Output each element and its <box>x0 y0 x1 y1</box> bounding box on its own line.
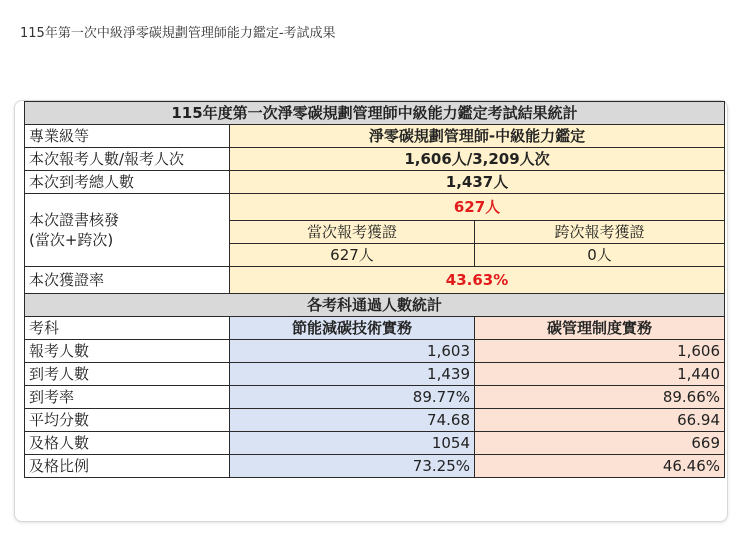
stat-label: 到考人數 <box>25 363 230 386</box>
stat-label: 平均分數 <box>25 409 230 432</box>
table-title-row <box>25 102 725 125</box>
stat-label: 及格比例 <box>25 455 230 478</box>
attended-row <box>25 171 725 194</box>
page-title: 115年第一次中級淨零碳規劃管理師能力鑑定-考試成果 <box>20 26 336 41</box>
table-row <box>25 409 725 432</box>
cert-cross-value: 0人 <box>475 244 725 267</box>
table-row <box>25 432 725 455</box>
category-label: 專業級等 <box>25 125 230 148</box>
subject-1-value: 1054 <box>230 432 475 455</box>
subject-1-value: 1,439 <box>230 363 475 386</box>
cert-label <box>25 194 230 267</box>
table-row <box>25 386 725 409</box>
subject-1-value: 74.68 <box>230 409 475 432</box>
table-row <box>25 455 725 478</box>
attended-value: 1,437人 <box>230 171 725 194</box>
subject-1-header: 節能減碳技術實務 <box>230 317 475 340</box>
category-row <box>25 125 725 148</box>
subject-section-title-row <box>25 294 725 317</box>
subject-1-value: 89.77% <box>230 386 475 409</box>
subject-2-value: 46.46% <box>475 455 725 478</box>
cert-label-line2: (當次+跨次) <box>29 231 114 249</box>
subject-section-title: 各考科通過人數統計 <box>25 294 725 317</box>
attended-label: 本次到考總人數 <box>25 171 230 194</box>
registered-row <box>25 148 725 171</box>
subject-1-value: 73.25% <box>230 455 475 478</box>
stat-label: 到考率 <box>25 386 230 409</box>
table-row <box>25 340 725 363</box>
subject-2-value: 669 <box>475 432 725 455</box>
subject-header-row <box>25 317 725 340</box>
results-table <box>24 101 725 478</box>
subject-2-value: 1,606 <box>475 340 725 363</box>
rate-label: 本次獲證率 <box>25 267 230 294</box>
subject-2-value: 66.94 <box>475 409 725 432</box>
subject-2-header: 碳管理制度實務 <box>475 317 725 340</box>
cert-current-value: 627人 <box>230 244 475 267</box>
stat-label: 報考人數 <box>25 340 230 363</box>
cert-row <box>25 194 725 221</box>
cert-current-label: 當次報考獲證 <box>230 221 475 244</box>
rate-row <box>25 267 725 294</box>
subject-2-value: 89.66% <box>475 386 725 409</box>
stat-label: 及格人數 <box>25 432 230 455</box>
cert-value: 627人 <box>230 194 725 221</box>
category-value: 淨零碳規劃管理師-中級能力鑑定 <box>230 125 725 148</box>
rate-value: 43.63% <box>230 267 725 294</box>
registered-value: 1,606人/3,209人次 <box>230 148 725 171</box>
table-row <box>25 363 725 386</box>
registered-label: 本次報考人數/報考人次 <box>25 148 230 171</box>
cert-label-line1: 本次證書核發 <box>29 211 120 229</box>
subject-2-value: 1,440 <box>475 363 725 386</box>
cert-cross-label: 跨次報考獲證 <box>475 221 725 244</box>
table-title: 115年度第一次淨零碳規劃管理師中級能力鑑定考試結果統計 <box>25 102 725 125</box>
subject-1-value: 1,603 <box>230 340 475 363</box>
subject-header-label: 考科 <box>25 317 230 340</box>
